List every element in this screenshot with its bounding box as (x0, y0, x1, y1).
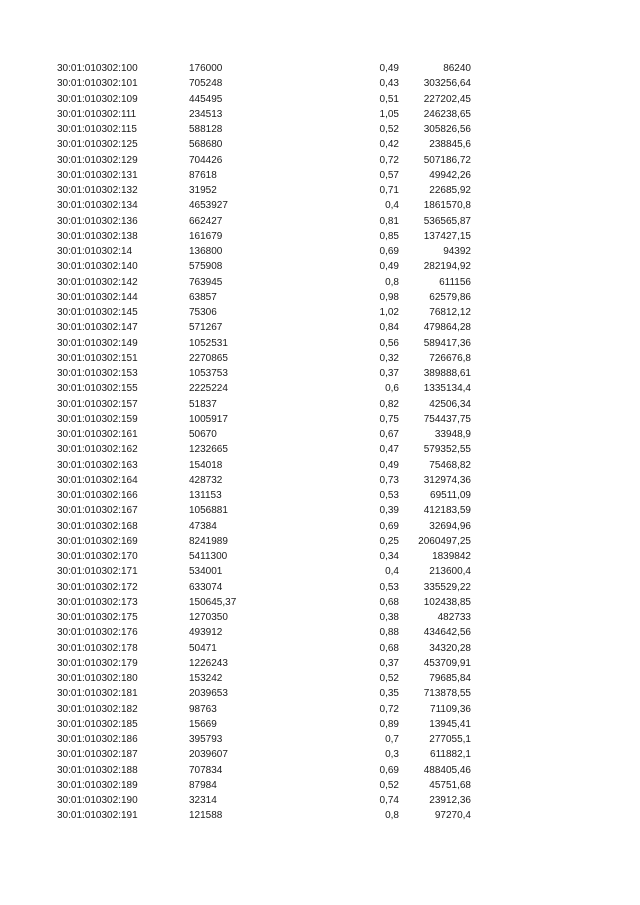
coefficient-cell: 0,8 (385, 276, 399, 288)
area-cell: 633074 (189, 581, 223, 593)
coefficient-cell: 0,88 (379, 627, 399, 639)
area-cell: 4653927 (189, 200, 228, 212)
cadastral-number-cell: 30:01:010302:132 (57, 185, 138, 196)
area-cell: 707834 (189, 764, 223, 776)
value-cell: 488405,46 (423, 764, 471, 776)
cadastral-number-cell: 30:01:010302:131 (57, 169, 138, 181)
table-row (0, 808, 640, 823)
table-row (0, 656, 640, 671)
cadastral-number-cell: 30:01:010302:166 (57, 490, 138, 501)
area-cell: 588128 (189, 124, 223, 135)
cadastral-number-cell: 30:01:010302:186 (57, 734, 138, 745)
value-cell: 611156 (439, 276, 471, 288)
coefficient-cell: 0,73 (379, 474, 399, 486)
table-row (0, 183, 640, 198)
table-row (0, 61, 640, 76)
area-cell: 50670 (189, 429, 217, 440)
area-cell: 1232665 (189, 444, 228, 456)
coefficient-cell: 0,52 (379, 124, 399, 135)
value-cell: 1839842 (432, 551, 471, 562)
area-cell: 8241989 (189, 535, 228, 547)
area-cell: 154018 (189, 459, 223, 471)
coefficient-cell: 0,71 (379, 185, 399, 196)
area-cell: 1005917 (189, 413, 228, 425)
table-row (0, 702, 640, 717)
cadastral-number-cell: 30:01:010302:136 (57, 215, 138, 227)
coefficient-cell: 0,81 (379, 215, 399, 227)
value-cell: 75468,82 (429, 459, 471, 471)
value-cell: 389888,61 (423, 368, 471, 379)
value-cell: 2060497,25 (418, 535, 471, 547)
table-row (0, 534, 640, 549)
value-cell: 94392 (443, 246, 471, 257)
table-row (0, 610, 640, 625)
area-cell: 153242 (189, 673, 223, 684)
coefficient-cell: 0,74 (379, 795, 399, 806)
coefficient-cell: 0,75 (379, 413, 399, 425)
area-cell: 150645,37 (189, 596, 237, 608)
area-cell: 1053753 (189, 368, 228, 379)
cadastral-number-cell: 30:01:010302:14 (57, 246, 133, 257)
value-cell: 45751,68 (429, 779, 471, 791)
table-row (0, 458, 640, 473)
cadastral-number-cell: 30:01:010302:125 (57, 139, 138, 151)
cadastral-number-cell: 30:01:010302:181 (57, 688, 138, 700)
area-cell: 5411300 (189, 551, 228, 562)
area-cell: 445495 (189, 93, 223, 105)
table-row (0, 488, 640, 503)
value-cell: 33948,9 (434, 429, 471, 440)
cadastral-number-cell: 30:01:010302:185 (57, 718, 138, 730)
value-cell: 305826,56 (423, 124, 471, 135)
area-cell: 47384 (189, 520, 217, 532)
coefficient-cell: 1,05 (379, 108, 399, 120)
table-row (0, 137, 640, 152)
value-cell: 34320,28 (429, 642, 471, 654)
coefficient-cell: 0,67 (379, 429, 399, 440)
area-cell: 2039607 (189, 749, 228, 761)
cadastral-number-cell: 30:01:010302:164 (57, 474, 138, 486)
value-cell: 23912,36 (429, 795, 471, 806)
area-cell: 75306 (189, 307, 217, 318)
area-cell: 705248 (189, 78, 223, 90)
coefficient-cell: 0,35 (379, 688, 399, 700)
table-row (0, 122, 640, 137)
coefficient-cell: 0,32 (379, 352, 399, 364)
value-cell: 412183,59 (423, 505, 471, 517)
table-row (0, 381, 640, 396)
cadastral-number-cell: 30:01:010302:191 (57, 810, 138, 822)
area-cell: 121588 (189, 810, 223, 822)
table-row (0, 549, 640, 564)
value-cell: 246238,65 (423, 108, 471, 120)
value-cell: 86240 (443, 63, 471, 74)
area-cell: 98763 (189, 703, 217, 715)
cadastral-number-cell: 30:01:010302:176 (57, 627, 138, 639)
cadastral-number-cell: 30:01:010302:157 (57, 398, 138, 410)
coefficient-cell: 0,84 (379, 322, 399, 334)
coefficient-cell: 0,7 (385, 734, 399, 745)
cadastral-number-cell: 30:01:010302:175 (57, 612, 138, 623)
table-row (0, 107, 640, 122)
area-cell: 161679 (189, 230, 223, 242)
cadastral-number-cell: 30:01:010302:163 (57, 459, 138, 471)
coefficient-cell: 0,52 (379, 779, 399, 791)
table-row (0, 580, 640, 595)
value-cell: 71109,36 (430, 703, 471, 715)
value-cell: 335529,22 (423, 581, 471, 593)
coefficient-cell: 0,68 (379, 596, 399, 608)
area-cell: 2225224 (189, 383, 228, 395)
value-cell: 22685,92 (429, 185, 471, 196)
area-cell: 87984 (189, 779, 217, 791)
cadastral-number-cell: 30:01:010302:188 (57, 764, 138, 776)
coefficient-cell: 0,53 (379, 490, 399, 501)
area-cell: 763945 (189, 276, 223, 288)
value-cell: 1335134,4 (423, 383, 471, 395)
cadastral-number-cell: 30:01:010302:101 (57, 78, 138, 90)
cadastral-number-cell: 30:01:010302:173 (57, 596, 138, 608)
value-cell: 1861570,8 (423, 200, 471, 212)
coefficient-cell: 0,43 (379, 78, 399, 90)
area-cell: 428732 (189, 474, 223, 486)
table-row (0, 473, 640, 488)
coefficient-cell: 0,98 (379, 291, 399, 303)
value-cell: 589417,36 (423, 337, 471, 349)
area-cell: 50471 (189, 642, 217, 654)
area-cell: 51837 (189, 398, 217, 410)
value-cell: 754437,75 (423, 413, 471, 425)
value-cell: 69511,09 (430, 490, 471, 501)
value-cell: 238845,6 (429, 139, 471, 151)
cadastral-number-cell: 30:01:010302:129 (57, 154, 138, 166)
coefficient-cell: 0,38 (379, 612, 399, 623)
value-cell: 79685,84 (429, 673, 471, 684)
coefficient-cell: 0,68 (379, 642, 399, 654)
table-row (0, 763, 640, 778)
table-row (0, 564, 640, 579)
table-row (0, 92, 640, 107)
area-cell: 136800 (189, 246, 223, 257)
coefficient-cell: 0,49 (379, 63, 399, 74)
cadastral-number-cell: 30:01:010302:187 (57, 749, 138, 761)
coefficient-cell: 0,69 (379, 764, 399, 776)
table-row (0, 76, 640, 91)
area-cell: 1056881 (189, 505, 228, 517)
value-cell: 479864,28 (423, 322, 471, 334)
area-cell: 131153 (189, 490, 222, 501)
area-cell: 568680 (189, 139, 223, 151)
coefficient-cell: 0,49 (379, 261, 399, 273)
cadastral-number-cell: 30:01:010302:162 (57, 444, 138, 456)
cadastral-number-cell: 30:01:010302:111 (57, 108, 137, 120)
coefficient-cell: 0,56 (379, 337, 399, 349)
table-row (0, 671, 640, 686)
table-row (0, 366, 640, 381)
cadastral-number-cell: 30:01:010302:178 (57, 642, 138, 654)
cadastral-number-cell: 30:01:010302:189 (57, 779, 138, 791)
coefficient-cell: 0,57 (379, 169, 399, 181)
table-row (0, 397, 640, 412)
cadastral-number-cell: 30:01:010302:142 (57, 276, 138, 288)
cadastral-number-cell: 30:01:010302:155 (57, 383, 138, 395)
value-cell: 303256,64 (423, 78, 471, 90)
cadastral-number-cell: 30:01:010302:190 (57, 795, 138, 806)
area-cell: 1226243 (189, 657, 228, 669)
table-row (0, 793, 640, 808)
table-row (0, 503, 640, 518)
value-cell: 282194,92 (423, 261, 471, 273)
coefficient-cell: 0,72 (379, 154, 399, 166)
table-row (0, 519, 640, 534)
coefficient-cell: 0,53 (379, 581, 399, 593)
coefficient-cell: 0,8 (385, 810, 399, 822)
area-cell: 31952 (189, 185, 217, 196)
coefficient-cell: 0,37 (379, 657, 399, 669)
cadastral-number-cell: 30:01:010302:179 (57, 657, 138, 669)
coefficient-cell: 0,3 (385, 749, 399, 761)
area-cell: 1052531 (189, 337, 228, 349)
coefficient-cell: 0,39 (379, 505, 399, 517)
area-cell: 2039653 (189, 688, 228, 700)
table-row (0, 168, 640, 183)
coefficient-cell: 0,72 (379, 703, 399, 715)
area-cell: 534001 (189, 566, 223, 578)
cadastral-number-cell: 30:01:010302:145 (57, 307, 138, 318)
value-cell: 726676,8 (429, 352, 471, 364)
table-row (0, 747, 640, 762)
coefficient-cell: 0,6 (385, 383, 399, 395)
coefficient-cell: 0,47 (379, 444, 399, 456)
area-cell: 704426 (189, 154, 223, 166)
coefficient-cell: 0,51 (379, 93, 399, 105)
value-cell: 611882,1 (430, 749, 471, 761)
area-cell: 571267 (189, 322, 223, 334)
table-row (0, 336, 640, 351)
area-cell: 32314 (189, 795, 217, 806)
value-cell: 42506,34 (429, 398, 471, 410)
coefficient-cell: 0,52 (379, 673, 399, 684)
cadastral-number-cell: 30:01:010302:109 (57, 93, 138, 105)
coefficient-cell: 0,49 (379, 459, 399, 471)
coefficient-cell: 1,02 (379, 307, 399, 318)
value-cell: 102438,85 (423, 596, 471, 608)
area-cell: 662427 (189, 215, 223, 227)
table-row (0, 442, 640, 457)
cadastral-number-cell: 30:01:010302:151 (57, 352, 138, 364)
cadastral-number-cell: 30:01:010302:170 (57, 551, 138, 562)
coefficient-cell: 0,37 (379, 368, 399, 379)
table-row (0, 153, 640, 168)
table-row (0, 732, 640, 747)
cadastral-number-cell: 30:01:010302:100 (57, 63, 138, 74)
table-row (0, 305, 640, 320)
coefficient-cell: 0,69 (379, 520, 399, 532)
value-cell: 227202,45 (423, 93, 471, 105)
value-cell: 32694,96 (429, 520, 471, 532)
table-row (0, 595, 640, 610)
area-cell: 493912 (189, 627, 223, 639)
value-cell: 62579,86 (429, 291, 471, 303)
area-cell: 395793 (189, 734, 223, 745)
cadastral-number-cell: 30:01:010302:138 (57, 230, 138, 242)
table-row (0, 214, 640, 229)
table-row (0, 351, 640, 366)
value-cell: 49942,26 (429, 169, 471, 181)
table-row (0, 198, 640, 213)
table-row (0, 717, 640, 732)
value-cell: 312974,36 (423, 474, 471, 486)
table-row (0, 290, 640, 305)
table-row (0, 427, 640, 442)
value-cell: 277055,1 (429, 734, 471, 745)
table-row (0, 259, 640, 274)
table-row (0, 778, 640, 793)
value-cell: 536565,87 (423, 215, 471, 227)
cadastral-number-cell: 30:01:010302:147 (57, 322, 138, 334)
cadastral-number-cell: 30:01:010302:161 (57, 429, 138, 440)
value-cell: 213600,4 (429, 566, 471, 578)
value-cell: 482733 (437, 612, 471, 623)
table-row (0, 641, 640, 656)
cadastral-number-cell: 30:01:010302:168 (57, 520, 138, 532)
value-cell: 76812,12 (429, 307, 471, 318)
area-cell: 176000 (189, 63, 223, 74)
table-row (0, 412, 640, 427)
cadastral-number-cell: 30:01:010302:171 (57, 566, 138, 578)
coefficient-cell: 0,69 (379, 246, 399, 257)
value-cell: 137427,15 (423, 230, 471, 242)
coefficient-cell: 0,4 (385, 566, 399, 578)
value-cell: 13945,41 (429, 718, 471, 730)
area-cell: 1270350 (189, 612, 228, 623)
area-cell: 15669 (189, 718, 217, 730)
table-row (0, 229, 640, 244)
coefficient-cell: 0,85 (379, 230, 399, 242)
coefficient-cell: 0,89 (379, 718, 399, 730)
value-cell: 507186,72 (423, 154, 471, 166)
cadastral-number-cell: 30:01:010302:182 (57, 703, 138, 715)
cadastral-number-cell: 30:01:010302:144 (57, 291, 138, 303)
table-row (0, 320, 640, 335)
value-cell: 713878,55 (423, 688, 471, 700)
area-cell: 87618 (189, 169, 217, 181)
table-row (0, 275, 640, 290)
value-cell: 97270,4 (434, 810, 471, 822)
table-row (0, 625, 640, 640)
coefficient-cell: 0,25 (379, 535, 399, 547)
area-cell: 2270865 (189, 352, 228, 364)
cadastral-number-cell: 30:01:010302:140 (57, 261, 138, 273)
cadastral-number-cell: 30:01:010302:115 (57, 124, 137, 135)
cadastral-number-cell: 30:01:010302:134 (57, 200, 138, 212)
cadastral-number-cell: 30:01:010302:153 (57, 368, 138, 379)
cadastral-number-cell: 30:01:010302:180 (57, 673, 138, 684)
coefficient-cell: 0,4 (385, 200, 399, 212)
table-row (0, 244, 640, 259)
data-table (0, 61, 640, 824)
cadastral-number-cell: 30:01:010302:159 (57, 413, 138, 425)
value-cell: 434642,56 (423, 627, 471, 639)
area-cell: 575908 (189, 261, 223, 273)
table-row (0, 686, 640, 701)
area-cell: 63857 (189, 291, 217, 303)
coefficient-cell: 0,82 (379, 398, 399, 410)
coefficient-cell: 0,42 (379, 139, 399, 151)
cadastral-number-cell: 30:01:010302:167 (57, 505, 138, 517)
cadastral-number-cell: 30:01:010302:149 (57, 337, 138, 349)
value-cell: 579352,55 (423, 444, 471, 456)
coefficient-cell: 0,34 (379, 551, 399, 562)
cadastral-number-cell: 30:01:010302:172 (57, 581, 138, 593)
value-cell: 453709,91 (423, 657, 471, 669)
area-cell: 234513 (189, 108, 223, 120)
cadastral-number-cell: 30:01:010302:169 (57, 535, 138, 547)
